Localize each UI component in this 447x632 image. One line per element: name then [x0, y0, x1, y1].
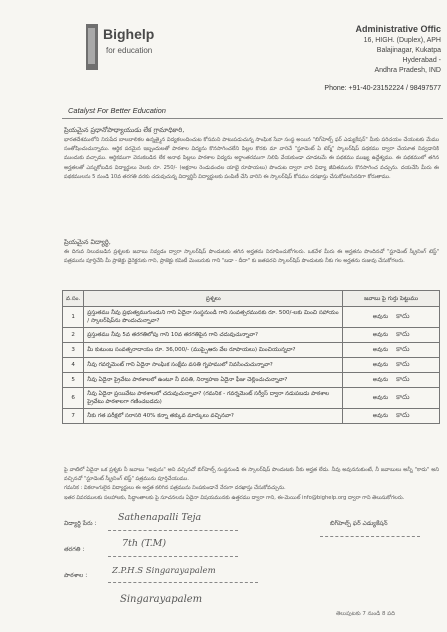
office-line: 16, HIGH. (Duplex), APH — [363, 37, 441, 44]
col-header-answer: జవాబు పై గుర్తు పెట్టుము — [343, 291, 440, 307]
intro-paragraph: భారతదేశములోని నిరుపేద బాలబాలికల ఉన్నత్మైన విద్యకలందించుట కోసమని పాటుపడుచున్న సాంఘిక సేవా సంస్థ అయిన "బిగ్‌హెల్ప్ ఫర్ ఎడ్యుకేషన్" మీకు పరిచయం చేయుటకు మేము సంతోషించుచున్నాము. ఆర్థిక పరమైన ఇబ్బందులతో పాఠశాల విద్యను కొనసాగించలేని పిల్లల కొరకు మా వారిచే "స్టూడెంట్ ఏ టెర్మ్" స్కాలర్‌షిప్ పథకము ద్వారా చేయూత నివ్వడానికి ముందుకు వచ్చాము. ఆర్థికముగా వెనుకబడిన లేక అనాథ పిల్లలు పాఠశాల విద్యను అర్ధాంతరముగా నిలిపి వేయకుండా చూడటమే ఈ పథకము ముఖ్య ఉద్దేశ్యము. ఈ పథకములో తగిన అర్హతలతో ఎన్నుకోబడిన విద్యార్థులు నెలకు రూ. 250/- (అక్షరాల రెండువందల యాభై రూపాయలు) పొందుట ద్వారా వారి విద్యా జీవితమును కొనసాగించ వచ్చును. దయచేసి మీరు ఈ పథకములను 5 నుండి 10వ తరగతి వరకు చదువుచున్న విద్యార్థినీ విద్యార్థులకు పంపిణీ చేసి వారిని ఈ స్కాలర్‌షిప్ కోసము దరఖాస్తు చేసుకోవలసినదిగా కోరుతాము. — [64, 137, 439, 180]
office-phone: Phone: +91-40-23152224 / 98497577 — [324, 85, 441, 92]
office-address — [261, 22, 441, 94]
bighelp-logo-icon — [86, 24, 98, 70]
table-row — [63, 328, 440, 343]
answer-cell[interactable] — [343, 409, 440, 424]
answer-yes: అవును — [372, 347, 389, 353]
brand-subtitle: for education — [106, 46, 153, 55]
school-value[interactable]: Z.P.H.S Singarayapalem — [112, 566, 216, 576]
answer-no-marked: కాదు — [396, 312, 410, 320]
school-label: పాఠశాల : — [64, 572, 88, 579]
table-row — [63, 373, 440, 388]
answer-no-marked: కాదు — [396, 375, 410, 383]
question-text: మీ కుటుంబ సంవత్సరాదాయం రూ. 36,000/- (ముప్పైఆరు వేల రూపాయలు) మించియున్నదా? — [84, 343, 343, 358]
answer-cell[interactable] — [343, 373, 440, 388]
answer-no-marked: కాదు — [396, 411, 410, 419]
row-number: 6 — [63, 388, 84, 409]
col-header-question: ప్రశ్నలు — [84, 291, 343, 307]
table-row — [63, 358, 440, 373]
class-value[interactable]: 7th (T.M) — [122, 538, 167, 549]
answer-yes: అవును — [372, 413, 389, 419]
answer-cell[interactable] — [343, 388, 440, 409]
answer-yes: అవును — [372, 362, 389, 368]
brand-name: Bighelp — [103, 26, 155, 42]
answer-yes: అవును — [372, 377, 389, 383]
table-header-row — [63, 291, 440, 307]
office-line: Hyderabad - — [402, 57, 441, 64]
answer-yes: అవును — [372, 314, 389, 320]
student-name-line — [108, 530, 238, 531]
answer-no-marked: కాదు — [396, 345, 410, 353]
class-line — [108, 556, 238, 557]
tagline: Catalyst For Better Education — [68, 106, 166, 115]
row-number: 7 — [63, 409, 84, 424]
office-line: Balajinagar, Kukatpa — [376, 47, 441, 54]
answer-no-marked: కాదు — [396, 360, 410, 368]
answer-yes: అవును — [372, 332, 389, 338]
row-number: 1 — [63, 307, 84, 328]
student-name-value[interactable]: Sathenapalli Teja — [118, 512, 202, 523]
answer-cell[interactable] — [343, 358, 440, 373]
instructions-paragraph: ఈ దిగువ నిలువబడిన ప్రశ్నలకు జవాబు నివ్వడం ద్వారా స్కాలర్‌షిప్ పొందుటకు తగిన అర్హతను నిరూపించుకోగలరు. ఒకవేళ మీరు ఈ అర్హతను పొందినచో "స్టూడెంట్ స్క్రీనింగ్ టెస్ట్" పత్రమును పూర్తిచేసి మీ ప్రాజెక్టు డైరెక్టరుకు గాని, ప్రాజెక్టు కమిటీ మెంబరుకు గాని "బడా - దీదా" కు జతపరచి స్కాలర్‌షిప్ పొందుటకు నీకు గల అర్హతను రుజువు చేసుకోగలరు. — [64, 249, 439, 265]
note-paragraph: గమనిక : వికలాంగులైన విద్యార్థులు ఈ అర్హత కలిగిన పత్రమును నింపకుండానే నేరుగా దరఖాస్తు చేసుకోవచ్చును. — [64, 485, 286, 491]
row-number: 5 — [63, 373, 84, 388]
question-text: ప్రస్తుతము నీవు ప్రభుత్వముగుండుని గాని ఏదైనా సంస్థనుండి గాని సంవత్సరమునకు రూ. 500/-లకు మించి సహాయం / స్కాలర్‌షిప్‌ను పొందుచున్నావా? — [84, 307, 343, 328]
question-text: నీకు గత పరీక్షలో సరాసరి 40% కన్నా తక్కువ మార్కులు వచ్చినవా? — [84, 409, 343, 424]
signature-line — [320, 536, 420, 537]
answer-no-marked: కాదు — [396, 330, 410, 338]
answer-cell[interactable] — [343, 328, 440, 343]
table-row — [63, 409, 440, 424]
answer-yes: అవును — [372, 395, 389, 401]
question-text: ప్రస్తుతము నీవు 5వ తరగతిలోపు గాని 10వ తరగతిపైన గాని చదువుచున్నావా? — [84, 328, 343, 343]
question-text: నీవు గవర్నమెంట్ గాని ఏదైనా సాంఘిక సంక్షేమ వసతి గృహములో నివసించుచున్నావా? — [84, 358, 343, 373]
table-row — [63, 388, 440, 409]
row-number: 2 — [63, 328, 84, 343]
village-value[interactable]: Singarayapalem — [120, 594, 203, 605]
col-header-number: వ.సం. — [63, 291, 84, 307]
office-line: Andhra Pradesh, IND — [374, 67, 441, 74]
row-number: 4 — [63, 358, 84, 373]
table-row — [63, 343, 440, 358]
header-divider — [62, 118, 443, 119]
table-row — [63, 307, 440, 328]
row-number: 3 — [63, 343, 84, 358]
answer-cell[interactable] — [343, 343, 440, 358]
question-text: నీవు ఏదైనా ప్రయివేటు పాఠశాలలో చదువుచున్నావా? (గమనిక - గవర్నమెంట్ సర్వీస్ ద్వారా నడుపబడు పాఠశాల ప్రైవేటు పాఠశాలగా గణించబడదు) — [84, 388, 343, 409]
result-paragraph: పై వాటిలో ఏదైనా ఒక ప్రశ్నకు నీ జవాబు "అవును" అని వచ్చినచో బిగ్‌హెల్ప్ సంస్థనుండి ఈ స్కాలర్‌షిప్ పొందుటకు నీకు అర్హత లేదు. నీవు అవుననుకుంటే, నీ జవాబులు అన్నీ "కాదు" అని వచ్చినచో "స్టూడెంట్ స్క్రీనింగ్ టెస్ట్" పత్రమును పూర్తిచేయుము. — [64, 467, 439, 483]
student-name-label: విద్యార్థి పేరు : — [64, 520, 97, 527]
question-text: నీవు ఏదైనా ప్రైవేటు పాఠశాలలో ఉంటూ నీ వసతి, నిర్వాహణ ఏదైనా ఫీజు చెల్లించుచున్నావా? — [84, 373, 343, 388]
answer-no-marked: కాదు — [396, 393, 410, 401]
student-salutation: ప్రియమైన విద్యార్థి, — [64, 238, 111, 246]
footer-note: తెలుపుటకు 7 నుండి 8 పది — [336, 611, 395, 617]
eligibility-table — [62, 290, 440, 424]
organization-signature-label: బిగ్‌హెల్ప్ ఫర్ ఎడ్యుకేషన్ — [330, 520, 388, 527]
salutation: ప్రియమైన ప్రధానోపాధ్యాయుడు లేక గ్రామాధికారి, — [64, 126, 185, 134]
answer-cell[interactable] — [343, 307, 440, 328]
school-line — [108, 582, 258, 583]
class-label: తరగతి : — [64, 546, 85, 553]
contact-paragraph: ఇతర వివరములకు సలహాలకు, సిద్ధాంతాలకు పై సూచనలను ఏదైనా విషయమునకు ఉత్తరము ద్వారా గాని, ఈ-మెయిల్ info@bighelp.org ద్వారా గాని తెలుసుకోగలరు. — [64, 495, 405, 501]
office-title: Administrative Offic — [355, 24, 441, 34]
